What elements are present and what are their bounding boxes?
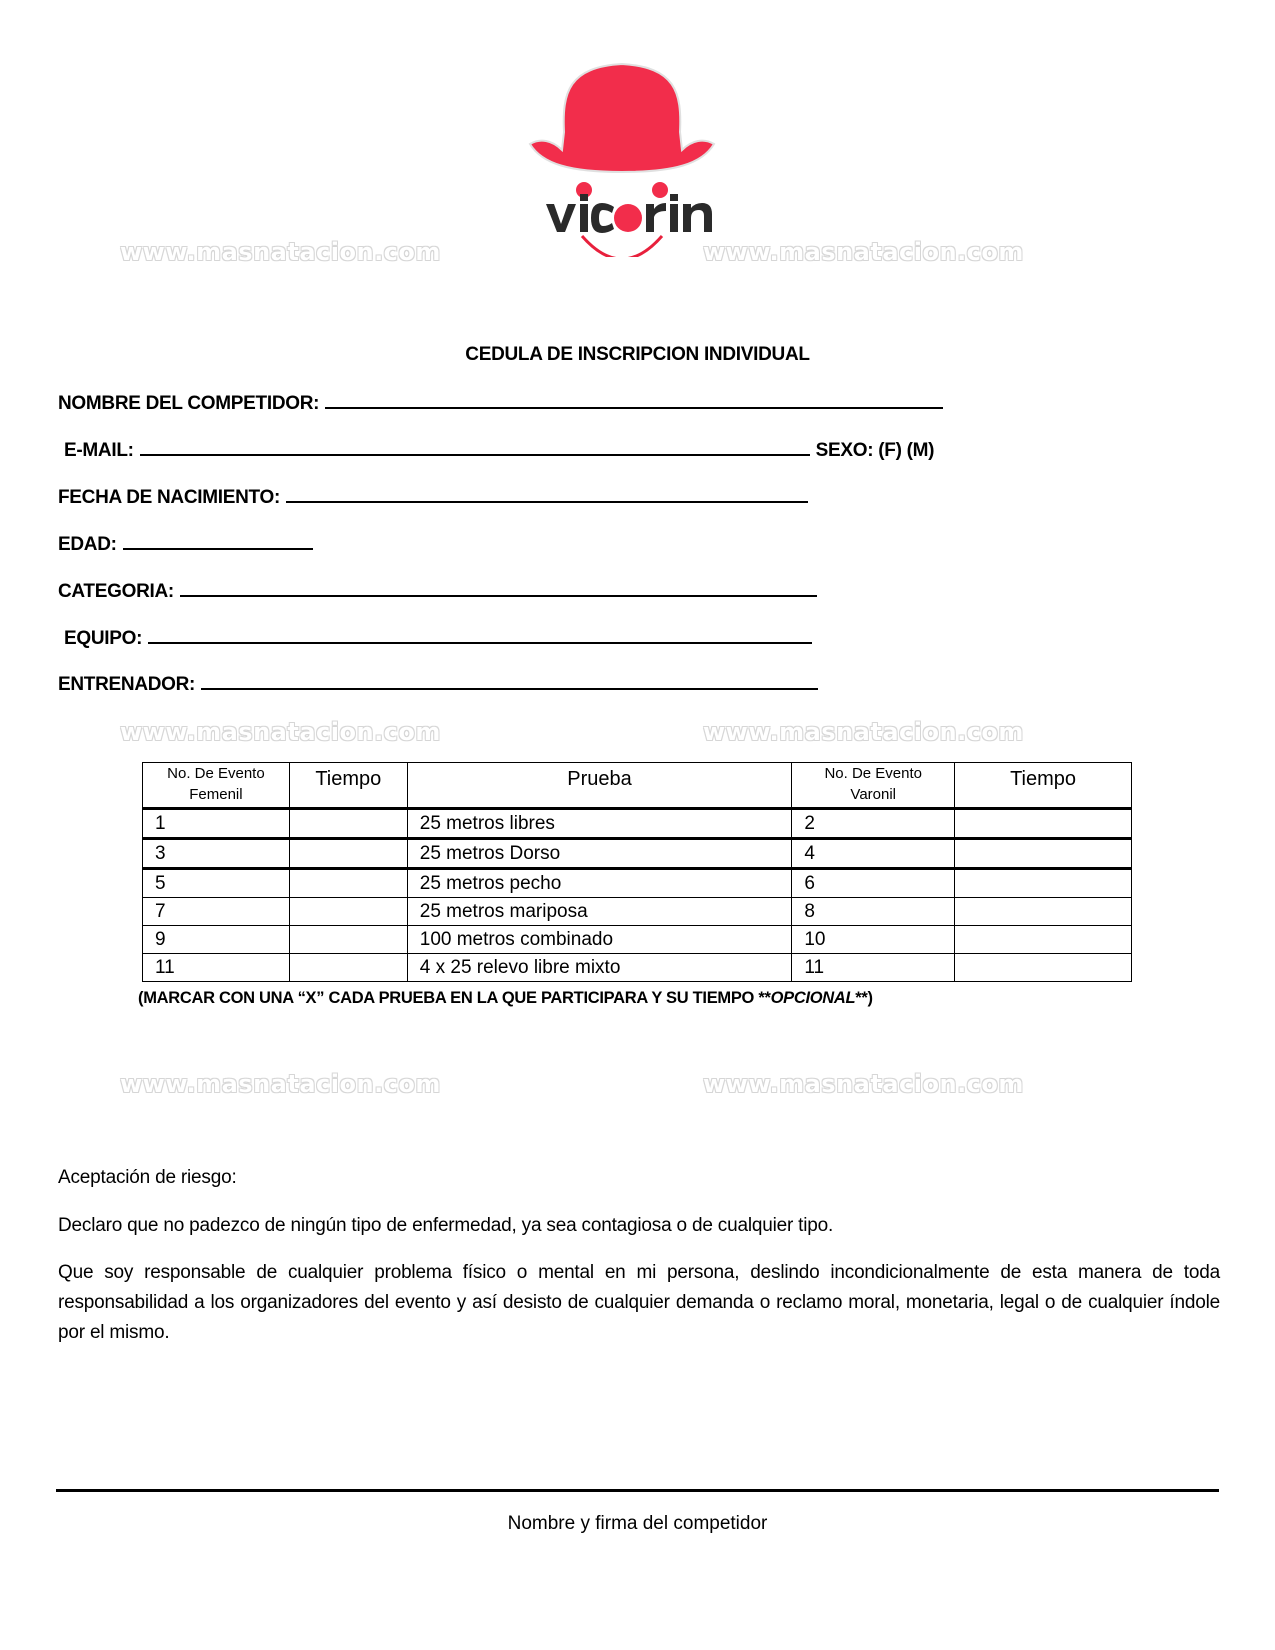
field-entrenador[interactable]	[58, 672, 818, 697]
brand-wordmark	[546, 194, 712, 233]
tiempo-varonil-cell[interactable]	[955, 954, 1132, 982]
header-evento-varonil: No. De Evento Varonil	[792, 763, 955, 809]
tiempo-femenil-cell[interactable]	[289, 954, 407, 982]
table-row	[143, 869, 1132, 898]
tiempo-femenil-cell[interactable]	[289, 839, 407, 869]
waiver-heading: Aceptación de riesgo:	[58, 1167, 237, 1188]
tiempo-varonil-cell[interactable]	[955, 839, 1132, 869]
watermark: www.masnatacion.com	[120, 238, 441, 266]
waiver-paragraph-2: Que soy responsable de cualquier problema físico o mental en mi persona, deslindo incondicionalmente de esta manera de toda responsabilidad a los organizadores del evento y así desisto de cualquier demanda o reclamo moral, monetaria, legal o de cualquier índole por el mismo.	[58, 1262, 1220, 1343]
field-equipo[interactable]	[64, 626, 812, 651]
field-email[interactable]	[64, 438, 934, 463]
tiempo-varonil-cell[interactable]	[955, 869, 1132, 898]
field-label: FECHA DE NACIMIENTO:	[58, 487, 281, 508]
evento-varonil-cell[interactable]: 10	[792, 926, 955, 954]
prueba-cell: 25 metros mariposa	[407, 898, 792, 926]
field-nombre[interactable]	[58, 391, 943, 416]
table-row	[143, 839, 1132, 869]
header-evento-femenil: No. De Evento Femenil	[143, 763, 290, 809]
form-title: CEDULA DE INSCRIPCION INDIVIDUAL	[465, 344, 810, 365]
edad-input-line[interactable]	[123, 532, 313, 550]
field-label: E-MAIL:	[64, 440, 134, 461]
vicorin-logo	[524, 52, 720, 257]
prueba-cell: 100 metros combinado	[407, 926, 792, 954]
tiempo-varonil-cell[interactable]	[955, 926, 1132, 954]
evento-varonil-cell[interactable]: 4	[792, 839, 955, 869]
evento-femenil-cell[interactable]: 1	[143, 809, 290, 839]
evento-varonil-cell[interactable]: 11	[792, 954, 955, 982]
field-label: EDAD:	[58, 534, 117, 555]
prueba-cell: 4 x 25 relevo libre mixto	[407, 954, 792, 982]
field-label: EQUIPO:	[64, 628, 143, 649]
header-tiempo-femenil: Tiempo	[289, 763, 407, 809]
field-label: CATEGORIA:	[58, 581, 174, 602]
table-row	[143, 898, 1132, 926]
prueba-cell: 25 metros Dorso	[407, 839, 792, 869]
field-label: ENTRENADOR:	[58, 674, 196, 695]
evento-varonil-cell[interactable]: 6	[792, 869, 955, 898]
signature-line[interactable]	[56, 1489, 1219, 1492]
tiempo-femenil-cell[interactable]	[289, 869, 407, 898]
field-fecha-nacimiento[interactable]	[58, 485, 808, 510]
evento-varonil-cell[interactable]: 8	[792, 898, 955, 926]
fecha-input-line[interactable]	[286, 485, 808, 503]
tiempo-varonil-cell[interactable]	[955, 898, 1132, 926]
table-row	[143, 809, 1132, 839]
watermark: www.masnatacion.com	[120, 1070, 441, 1098]
watermark: www.masnatacion.com	[703, 718, 1024, 746]
categoria-input-line[interactable]	[180, 579, 817, 597]
sexo-label[interactable]: SEXO: (F) (M)	[815, 440, 935, 461]
events-table	[142, 762, 1132, 982]
waiver-paragraph-1: Declaro que no padezco de ningún tipo de enfermedad, ya sea contagiosa o de cualquier tipo.	[58, 1215, 834, 1236]
entrenador-input-line[interactable]	[201, 672, 818, 690]
watermark: www.masnatacion.com	[120, 718, 441, 746]
tiempo-femenil-cell[interactable]	[289, 926, 407, 954]
field-label: NOMBRE DEL COMPETIDOR:	[58, 393, 320, 414]
right-eye-icon	[652, 182, 668, 198]
prueba-cell: 25 metros pecho	[407, 869, 792, 898]
field-categoria[interactable]	[58, 579, 817, 604]
header-prueba: Prueba	[407, 763, 792, 809]
watermark: www.masnatacion.com	[703, 1070, 1024, 1098]
equipo-input-line[interactable]	[148, 626, 812, 644]
evento-femenil-cell[interactable]: 9	[143, 926, 290, 954]
table-row	[143, 926, 1132, 954]
tiempo-varonil-cell[interactable]	[955, 809, 1132, 839]
table-row	[143, 954, 1132, 982]
header-tiempo-varonil: Tiempo	[955, 763, 1132, 809]
hat-icon	[530, 64, 714, 172]
table-header-row	[143, 763, 1132, 809]
smile-icon	[582, 236, 662, 257]
tiempo-femenil-cell[interactable]	[289, 809, 407, 839]
nombre-input-line[interactable]	[325, 391, 943, 409]
evento-femenil-cell[interactable]: 3	[143, 839, 290, 869]
signature-caption: Nombre y firma del competidor	[507, 1513, 768, 1534]
tiempo-femenil-cell[interactable]	[289, 898, 407, 926]
prueba-cell: 25 metros libres	[407, 809, 792, 839]
evento-femenil-cell[interactable]: 11	[143, 954, 290, 982]
evento-femenil-cell[interactable]: 5	[143, 869, 290, 898]
evento-varonil-cell[interactable]: 2	[792, 809, 955, 839]
email-input-line[interactable]	[140, 438, 810, 456]
watermark: www.masnatacion.com	[703, 238, 1024, 266]
evento-femenil-cell[interactable]: 7	[143, 898, 290, 926]
table-instructions: (MARCAR CON UNA “X” CADA PRUEBA EN LA QUE PARTICIPARA Y SU TIEMPO **OPCIONAL**)	[138, 989, 873, 1007]
field-edad[interactable]	[58, 532, 313, 557]
